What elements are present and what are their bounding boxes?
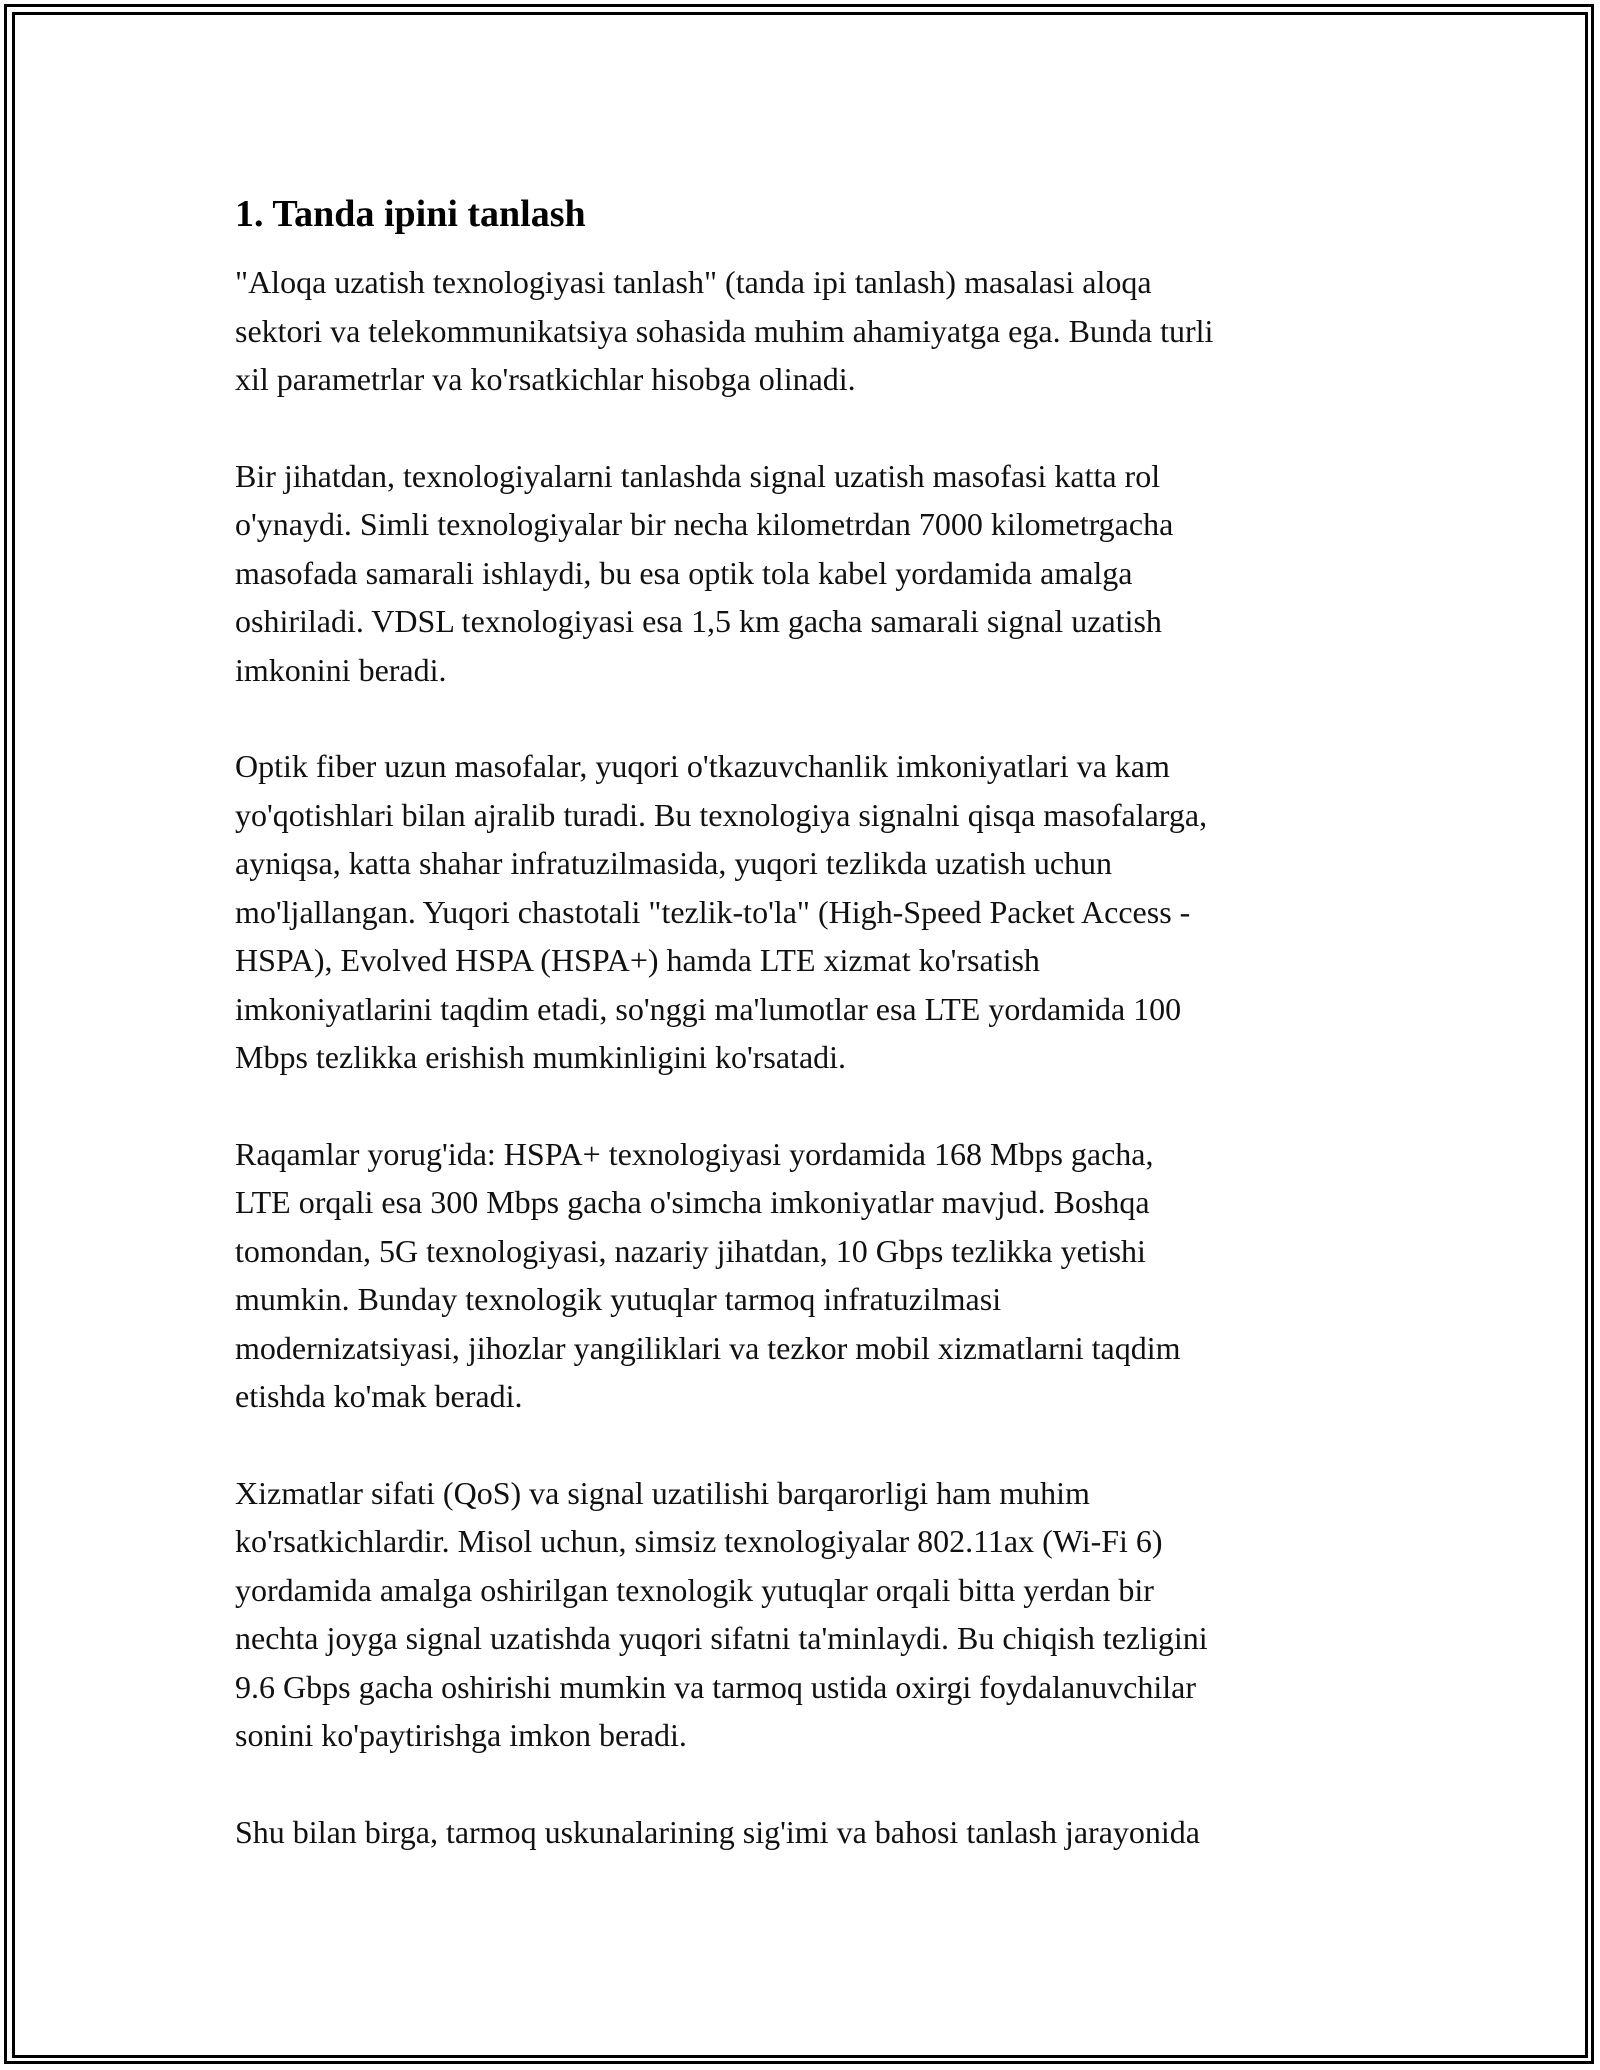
document-body bbox=[235, 190, 1365, 1904]
text-line: "Aloqa uzatish texnologiyasi tanlash" (tanda ipi tanlash) masalasi aloqa bbox=[235, 264, 1152, 300]
text-line: oshiriladi. VDSL texnologiyasi esa 1,5 km gacha samarali signal uzatish bbox=[235, 603, 1162, 639]
text-line: modernizatsiyasi, jihozlar yangiliklari va tezkor mobil xizmatlarni taqdim bbox=[235, 1329, 1181, 1366]
text-line: sonini ko'paytirishga imkon beradi. bbox=[235, 1717, 687, 1753]
text-line: tomondan, 5G texnologiyasi, nazariy jihatdan, 10 Gbps tezlikka yetishi bbox=[235, 1232, 1146, 1269]
section-heading: 1. Tanda ipini tanlash bbox=[235, 193, 586, 235]
paragraph-3 bbox=[235, 742, 1365, 1082]
text-line: etishda ko'mak beradi. bbox=[235, 1378, 523, 1414]
paragraph-4 bbox=[235, 1130, 1365, 1421]
text-line: nechta joyga signal uzatishda yuqori sifatni ta'minlaydi. Bu chiqish tezligini bbox=[235, 1620, 1208, 1656]
paragraph-2 bbox=[235, 452, 1365, 695]
paragraph-1 bbox=[235, 258, 1365, 404]
text-line: mumkin. Bunday texnologik yutuqlar tarmoq infratuzilmasi bbox=[235, 1281, 1002, 1317]
text-line: ayniqsa, katta shahar infratuzilmasida, yuqori tezlikda uzatish uchun bbox=[235, 845, 1113, 881]
text-line: Xizmatlar sifati (QoS) va signal uzatilishi barqarorligi ham muhim bbox=[235, 1474, 1090, 1511]
text-line: Bir jihatdan, texnologiyalarni tanlashda signal uzatish masofasi katta rol bbox=[235, 457, 1161, 494]
text-line: imkoniyatlarini taqdim etadi, so'nggi ma'lumotlar esa LTE yordamida 100 bbox=[235, 990, 1182, 1027]
paragraph-5 bbox=[235, 1469, 1365, 1760]
paragraph-6 bbox=[235, 1808, 1365, 1857]
text-line: HSPA), Evolved HSPA (HSPA+) hamda LTE xizmat ko'rsatish bbox=[235, 942, 1040, 978]
text-line: LTE orqali esa 300 Mbps gacha o'simcha imkoniyatlar mavjud. Boshqa bbox=[235, 1184, 1150, 1220]
text-line: Raqamlar yorug'ida: HSPA+ texnologiyasi yordamida 168 Mbps gacha, bbox=[235, 1135, 1154, 1172]
text-line: masofada samarali ishlaydi, bu esa optik tola kabel yordamida amalga bbox=[235, 554, 1133, 591]
text-line: o'ynaydi. Simli texnologiyalar bir necha kilometrdan 7000 kilometrgacha bbox=[235, 506, 1174, 542]
text-line: yo'qotishlari bilan ajralib turadi. Bu texnologiya signalni qisqa masofalarga, bbox=[235, 796, 1208, 833]
text-line: Shu bilan birga, tarmoq uskunalarining sig'imi va bahosi tanlash jarayonida bbox=[235, 1813, 1200, 1850]
text-line: ko'rsatkichlardir. Misol uchun, simsiz texnologiyalar 802.11ax (Wi-Fi 6) bbox=[235, 1523, 1163, 1559]
text-line: Optik fiber uzun masofalar, yuqori o'tkazuvchanlik imkoniyatlari va kam bbox=[235, 748, 1170, 784]
text-line: mo'ljallangan. Yuqori chastotali "tezlik-to'la" (High-Speed Packet Access - bbox=[235, 893, 1191, 930]
text-line: sektori va telekommunikatsiya sohasida muhim ahamiyatga ega. Bunda turli bbox=[235, 312, 1214, 349]
text-line: 9.6 Gbps gacha oshirishi mumkin va tarmoq ustida oxirgi foydalanuvchilar bbox=[235, 1668, 1197, 1705]
text-line: xil parametrlar va ko'rsatkichlar hisobga olinadi. bbox=[235, 361, 856, 397]
text-line: imkonini beradi. bbox=[235, 651, 447, 688]
text-line: yordamida amalga oshirilgan texnologik yutuqlar orqali bitta yerdan bir bbox=[235, 1571, 1154, 1608]
text-line: Mbps tezlikka erishish mumkinligini ko'rsatadi. bbox=[235, 1039, 847, 1075]
